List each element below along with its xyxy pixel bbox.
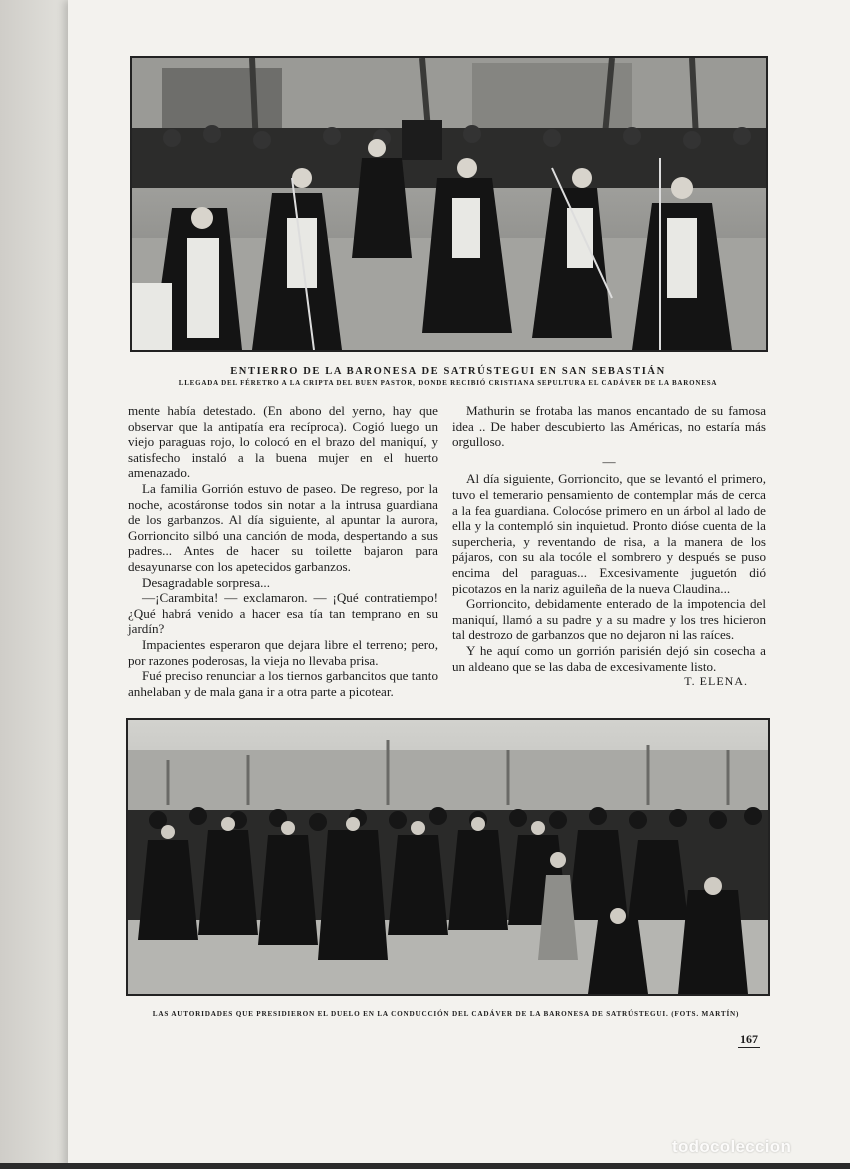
watermark-logo: todocoleccion [672, 1137, 792, 1156]
page-margin-left [0, 0, 68, 1169]
paragraph: mente había detestado. (En abono del yerno, hay que observar que la antipatía era recíproca). Cogió luego un viejo paraguas rojo, lo colocó en el brazo del maniquí, y satisfecho instaló a la buena mujer en el huerto amenazado. [128, 403, 438, 481]
paragraph: Mathurin se frotaba las manos encantado de su famosa idea .. De haber descubierto las Américas, no estaría más orgulloso. [452, 403, 766, 450]
paragraph: Al día siguiente, Gorrioncito, que se levantó el primero, tuvo el temerario pensamiento de contemplar más de cerca a la fea guardiana. Colocóse primero en un árbol al lado de ella y la contempló sin inquietud. Pronto dióse cuenta de la supercheria, y reventando de risa, a la manera de los pájaros, con su ala tocóle el sombrero y después se puso encima del paraguas... Excesivamente juguetón dió picotazos en la nariz aguileña de la nueva Claudina... [452, 471, 766, 596]
top-photo-caption-title: ENTIERRO DE LA BARONESA DE SATRÚSTEGUI EN SAN SEBASTIÁN [230, 366, 666, 377]
page-number: 167 [740, 1032, 758, 1046]
top-photo-caption-subtitle: LLEGADA DEL FÉRETRO A LA CRIPTA DEL BUEN PASTOR, DONDE RECIBIÓ CRISTIANA SEPULTURA EL CADÁVER DE LA BARONESA [178, 379, 718, 387]
authorities-mourning-photo [126, 718, 770, 996]
paragraph: Fué preciso renunciar a los tiernos garbancitos que tanto anhelaban y de mala gana ir a otra parte a picotear. [128, 668, 438, 699]
paragraph: Impacientes esperaron que dejara libre el terreno; pero, por razones poderosas, la vieja no llevaba prisa. [128, 636, 438, 668]
paragraph: Desagradable sorpresa... [142, 574, 270, 590]
funeral-procession-photo [130, 56, 768, 352]
paragraph: Y he aquí como un gorrión parisién dejó sin cosecha a un aldeano que se las daba de excesivamente listo. [452, 642, 766, 674]
article-right-column [452, 403, 766, 690]
scan-edge [0, 1163, 850, 1169]
paragraph: Gorrioncito, debidamente enterado de la impotencia del maniquí, llamó a su padre y a su madre y los tres hicieron tal destrozo de garbanzos que no dejaron ni las raíces. [452, 596, 766, 643]
article-left-column [128, 403, 438, 699]
paragraph: La familia Gorrión estuvo de paseo. De regreso, por la noche, acostáronse todos sin notar a la intrusa guardiana de los garbanzos. Al día siguiente, al apuntar la aurora, Gorrioncito silbó una canción de moda, despertando a sus padres... Antes de hacer su toilette bajaron para desayunarse con los apetecidos garbanzos. [128, 480, 438, 574]
section-separator: — [602, 453, 616, 469]
author-signature: T. ELENA. [684, 674, 748, 689]
paragraph: —¡Carambita! — exclamaron. — ¡Qué contratiempo! ¿Qué habrá venido a hacer esa tía tan temprano en su jardín? [128, 590, 438, 637]
bottom-photo-caption: LAS AUTORIDADES QUE PRESIDIERON EL DUELO EN LA CONDUCCIÓN DEL CADÁVER DE LA BARONESA DE SATRÚSTEGUI. (FOTS. MARTÍN) [152, 1010, 740, 1018]
